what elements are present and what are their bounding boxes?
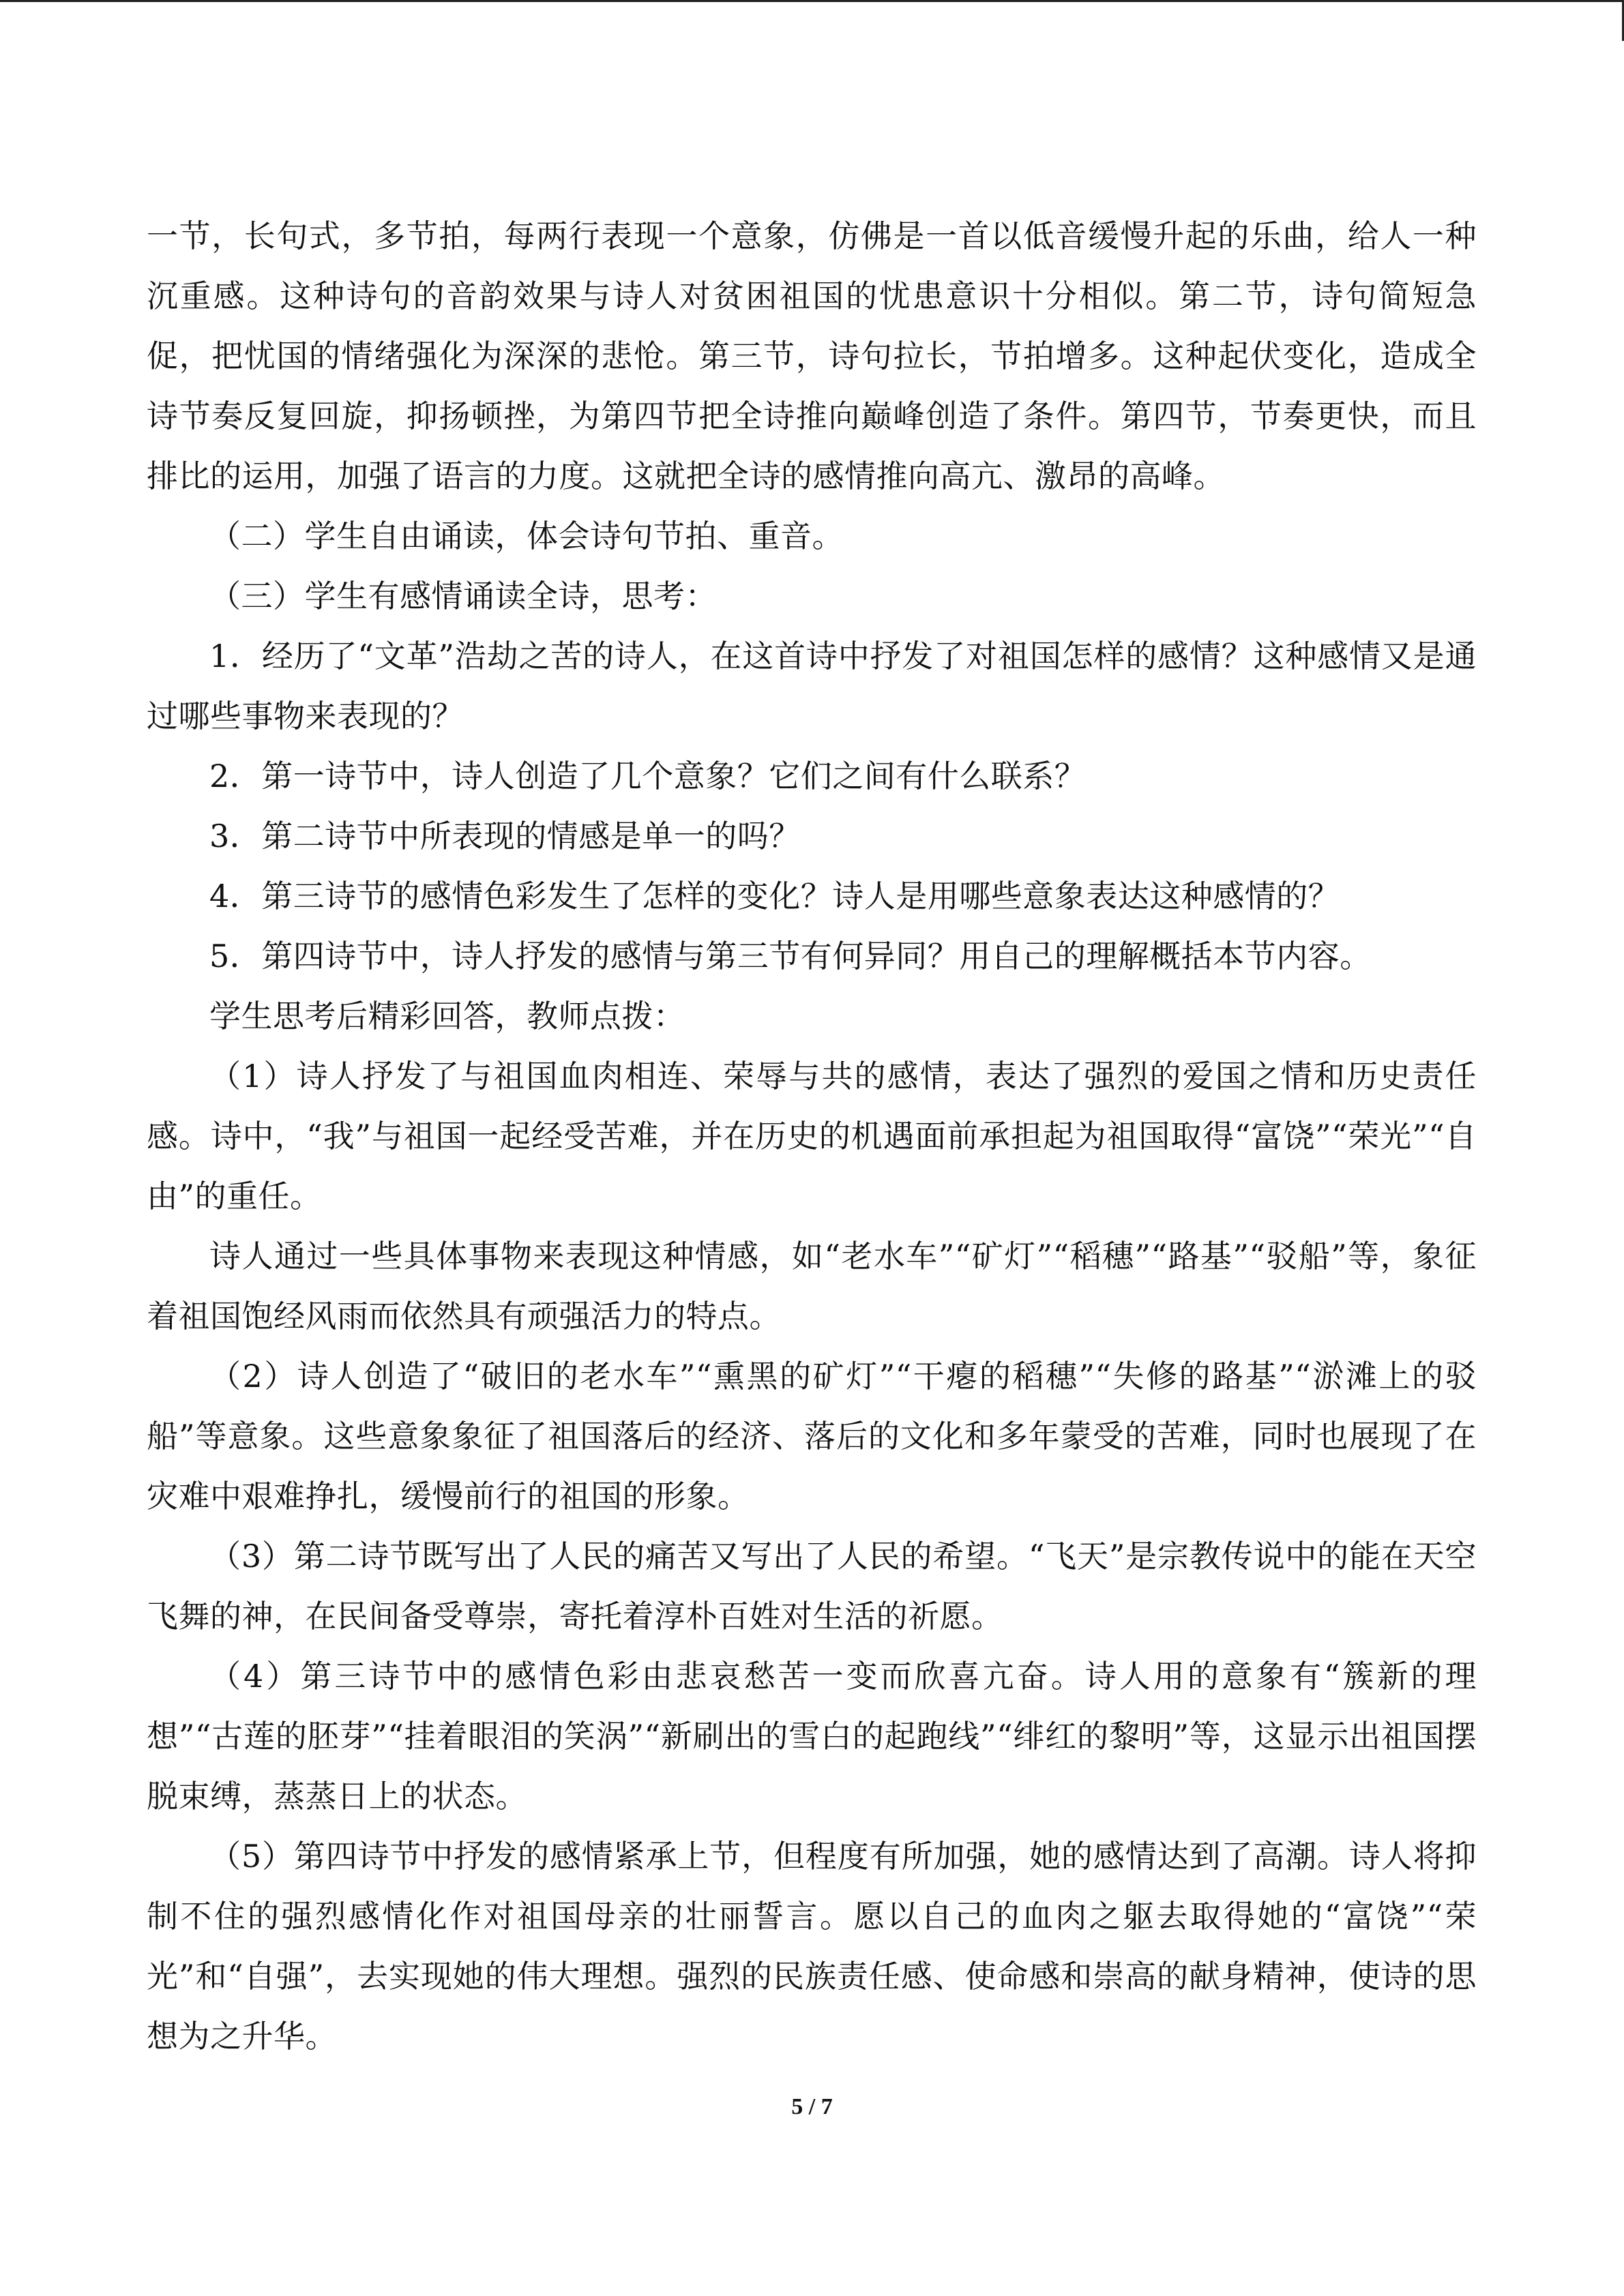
answer-1-continued: 诗人通过一些具体事物来表现这种情感，如“老水车”“矿灯”“稻穗”“路基”“驳船”等，象征着祖国饱经风雨而依然具有顽强活力的特点。 (147, 1238, 1477, 1335)
answer-4: （4）第三诗节中的感情色彩由悲哀愁苦一变而欣喜亢奋。诗人用的意象有“簇新的理想”“古莲的胚芽”“挂着眼泪的笑涡”“新刷出的雪白的起跑线”“绯红的黎明”等，这显示出祖国摆脱束缚，蒸蒸日上的状态。 (147, 1658, 1477, 1815)
top-border-line (0, 0, 1624, 2)
paragraph-free-reading: （二）学生自由诵读，体会诗句节拍、重音。 (209, 518, 844, 554)
answer-3: （3）第二诗节既写出了人民的痛苦又写出了人民的希望。“飞天”是宗教传说中的能在天空飞舞的神，在民间备受尊崇，寄托着淳朴百姓对生活的祈愿。 (147, 1538, 1477, 1635)
paragraph-emotional-reading: （三）学生有感情诵读全诗，思考： (209, 578, 717, 614)
teacher-guidance-intro: 学生思考后精彩回答，教师点拨： (209, 998, 685, 1034)
question-5: 5．第四诗节中，诗人抒发的感情与第三节有何异同？用自己的理解概括本节内容。 (209, 938, 1372, 974)
answer-1: （1）诗人抒发了与祖国血肉相连、荣辱与共的感情，表达了强烈的爱国之情和历史责任感。诗中，“我”与祖国一起经受苦难，并在历史的机遇面前承担起为祖国取得“富饶”“荣光”“自由”的重任。 (147, 1058, 1477, 1214)
page-number: 5 / 7 (791, 2094, 833, 2119)
question-4: 4．第三诗节的感情色彩发生了怎样的变化？诗人是用哪些意象表达这种感情的？ (209, 878, 1340, 914)
question-2: 2．第一诗节中，诗人创造了几个意象？它们之间有什么联系？ (209, 758, 1087, 794)
answer-5: （5）第四诗节中抒发的感情紧承上节，但程度有所加强，她的感情达到了高潮。诗人将抑制不住的强烈感情化作对祖国母亲的壮丽誓言。愿以自己的血肉之躯去取得她的“富饶”“荣光”和“自强”，去实现她的伟大理想。强烈的民族责任感、使命感和崇高的献身精神，使诗的思想为之升华。 (147, 1838, 1477, 2055)
question-3: 3．第二诗节中所表现的情感是单一的吗？ (209, 818, 801, 854)
answer-2: （2）诗人创造了“破旧的老水车”“熏黑的矿灯”“干瘪的稻穗”“失修的路基”“淤滩上的驳船”等意象。这些意象象征了祖国落后的经济、落后的文化和多年蒙受的苦难，同时也展现了在灾难中艰难挣扎，缓慢前行的祖国的形象。 (147, 1358, 1477, 1515)
paragraph-rhythm-analysis: 一节，长句式，多节拍，每两行表现一个意象，仿佛是一首以低音缓慢升起的乐曲，给人一种沉重感。这种诗句的音韵效果与诗人对贫困祖国的忧患意识十分相似。第二节，诗句简短急促，把忧国的情绪强化为深深的悲怆。第三节，诗句拉长，节拍增多。这种起伏变化，造成全诗节奏反复回旋，抑扬顿挫，为第四节把全诗推向巅峰创造了条件。第四节，节奏更快，而且排比的运用，加强了语言的力度。这就把全诗的感情推向高亢、激昂的高峰。 (147, 218, 1477, 494)
document-body (147, 206, 1477, 2066)
question-1: 1．经历了“文革”浩劫之苦的诗人，在这首诗中抒发了对祖国怎样的感情？这种感情又是通过哪些事物来表现的？ (147, 638, 1477, 734)
